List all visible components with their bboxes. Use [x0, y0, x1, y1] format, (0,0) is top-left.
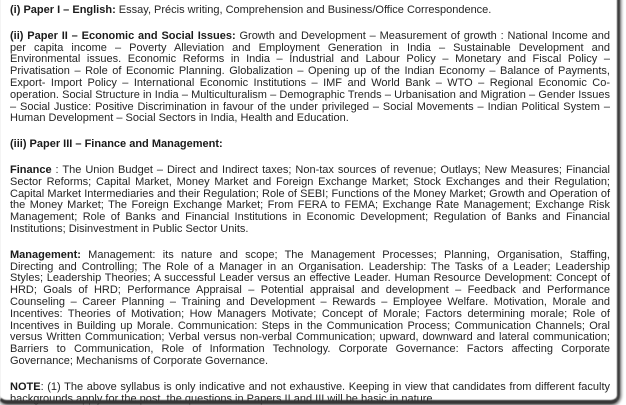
- note-body-text: : (1) The above syllabus is only indicative and not exhaustive. Keeping in view that candidates from different faculty backgrounds apply for the post, the questions in Papers II and III will be basic in nature.: [10, 380, 610, 405]
- paragraph-paper-2-economic-social-issues: [10, 31, 610, 125]
- paragraph-finance-section: [10, 165, 610, 236]
- paper-1-heading: (i) Paper I – English:: [10, 4, 116, 16]
- paragraph-paper-3-heading: [10, 139, 610, 151]
- paper-3-heading: (iii) Paper III – Finance and Management:: [10, 138, 223, 151]
- paper-2-heading: (ii) Paper II – Economic and Social Issues:: [10, 29, 236, 42]
- finance-section-body-text: : The Union Budget – Direct and Indirect taxes; Non-tax sources of revenue; Outlays; New Measures; Financial Sector Reforms; Capital Market, Money Market and Foreign Exchange Market; Stock Exchanges and their Regulation; Capital Market Intermediaries and their Regulation; Role of SEBI; Functions of the Money Market; Growth and Operation of the Money Market; The Foreign Exchange Market; From FERA to FEMA; Exchange Rate Management; Exchange Risk Management; Role of Banks and Financial Institutions in Economic Development; Regulation of Banks and Financial Institutions; Disinvestment in Public Sector Units.: [10, 163, 610, 235]
- paper-2-body-text: Growth and Development – Measurement of growth : National Income and per capita income – Poverty Alleviation and Employment Generation in India – Sustainable Development and Environmental issues. Economic Reforms in India – Industrial and Labour Policy – Monetary and Fiscal Policy – Privatisation – Role of Economic Planning. Globalization – Opening up of the Indian Economy – Balance of Payments, Export- Import Policy – International Economic Institutions – IMF and World Bank – WTO – Regional Economic Co-operation. Social Structure in India – Multiculturalism – Demographic Trends – Urbanisation and Migration – Gender Issues – Social Justice: Positive Discrimination in favour of the under privileged – Social Movements – Indian Political System – Human Development – Social Sectors in India, Health and Education.: [10, 29, 610, 125]
- paragraph-paper-1-english: [10, 5, 610, 17]
- note-label: NOTE: [10, 380, 41, 393]
- syllabus-text-block: [10, 5, 610, 405]
- paragraph-note: [10, 382, 610, 405]
- management-section-heading: Management:: [10, 248, 81, 261]
- paper-1-body-text: Essay, Précis writing, Comprehension and Business/Office Correspondence.: [115, 4, 492, 16]
- finance-section-heading: Finance: [10, 163, 52, 176]
- management-section-body-text: Management: its nature and scope; The Management Processes; Planning, Organisation, Staffing, Directing and Controlling; The Role of a Manager in an Organisation. Leadership: The Tasks of a Leader; Leadership Styles; Leadership Theories; A successful Leader versus an effective Leader. Human Resource Development: Concept of HRD; Goals of HRD; Performance Appraisal – Potential appraisal and development – Feedback and Performance Counseling – Career Planning – Training and Development – Rewards – Employee Welfare. Motivation, Morale and Incentives: Theories of Motivation; How Managers Motivate; Concept of Morale; Factors determining morale; Role of Incentives in Building up Morale. Communication: Steps in the Communication Process; Communication Channels; Oral versus Written Communication; Verbal versus non-verbal Communication; upward, downward and lateral communication; Barriers to Communication, Role of Information Technology. Corporate Governance: Factors affecting Corporate Governance; Mechanisms of Corporate Governance.: [10, 248, 610, 367]
- paragraph-management-section: [10, 250, 610, 368]
